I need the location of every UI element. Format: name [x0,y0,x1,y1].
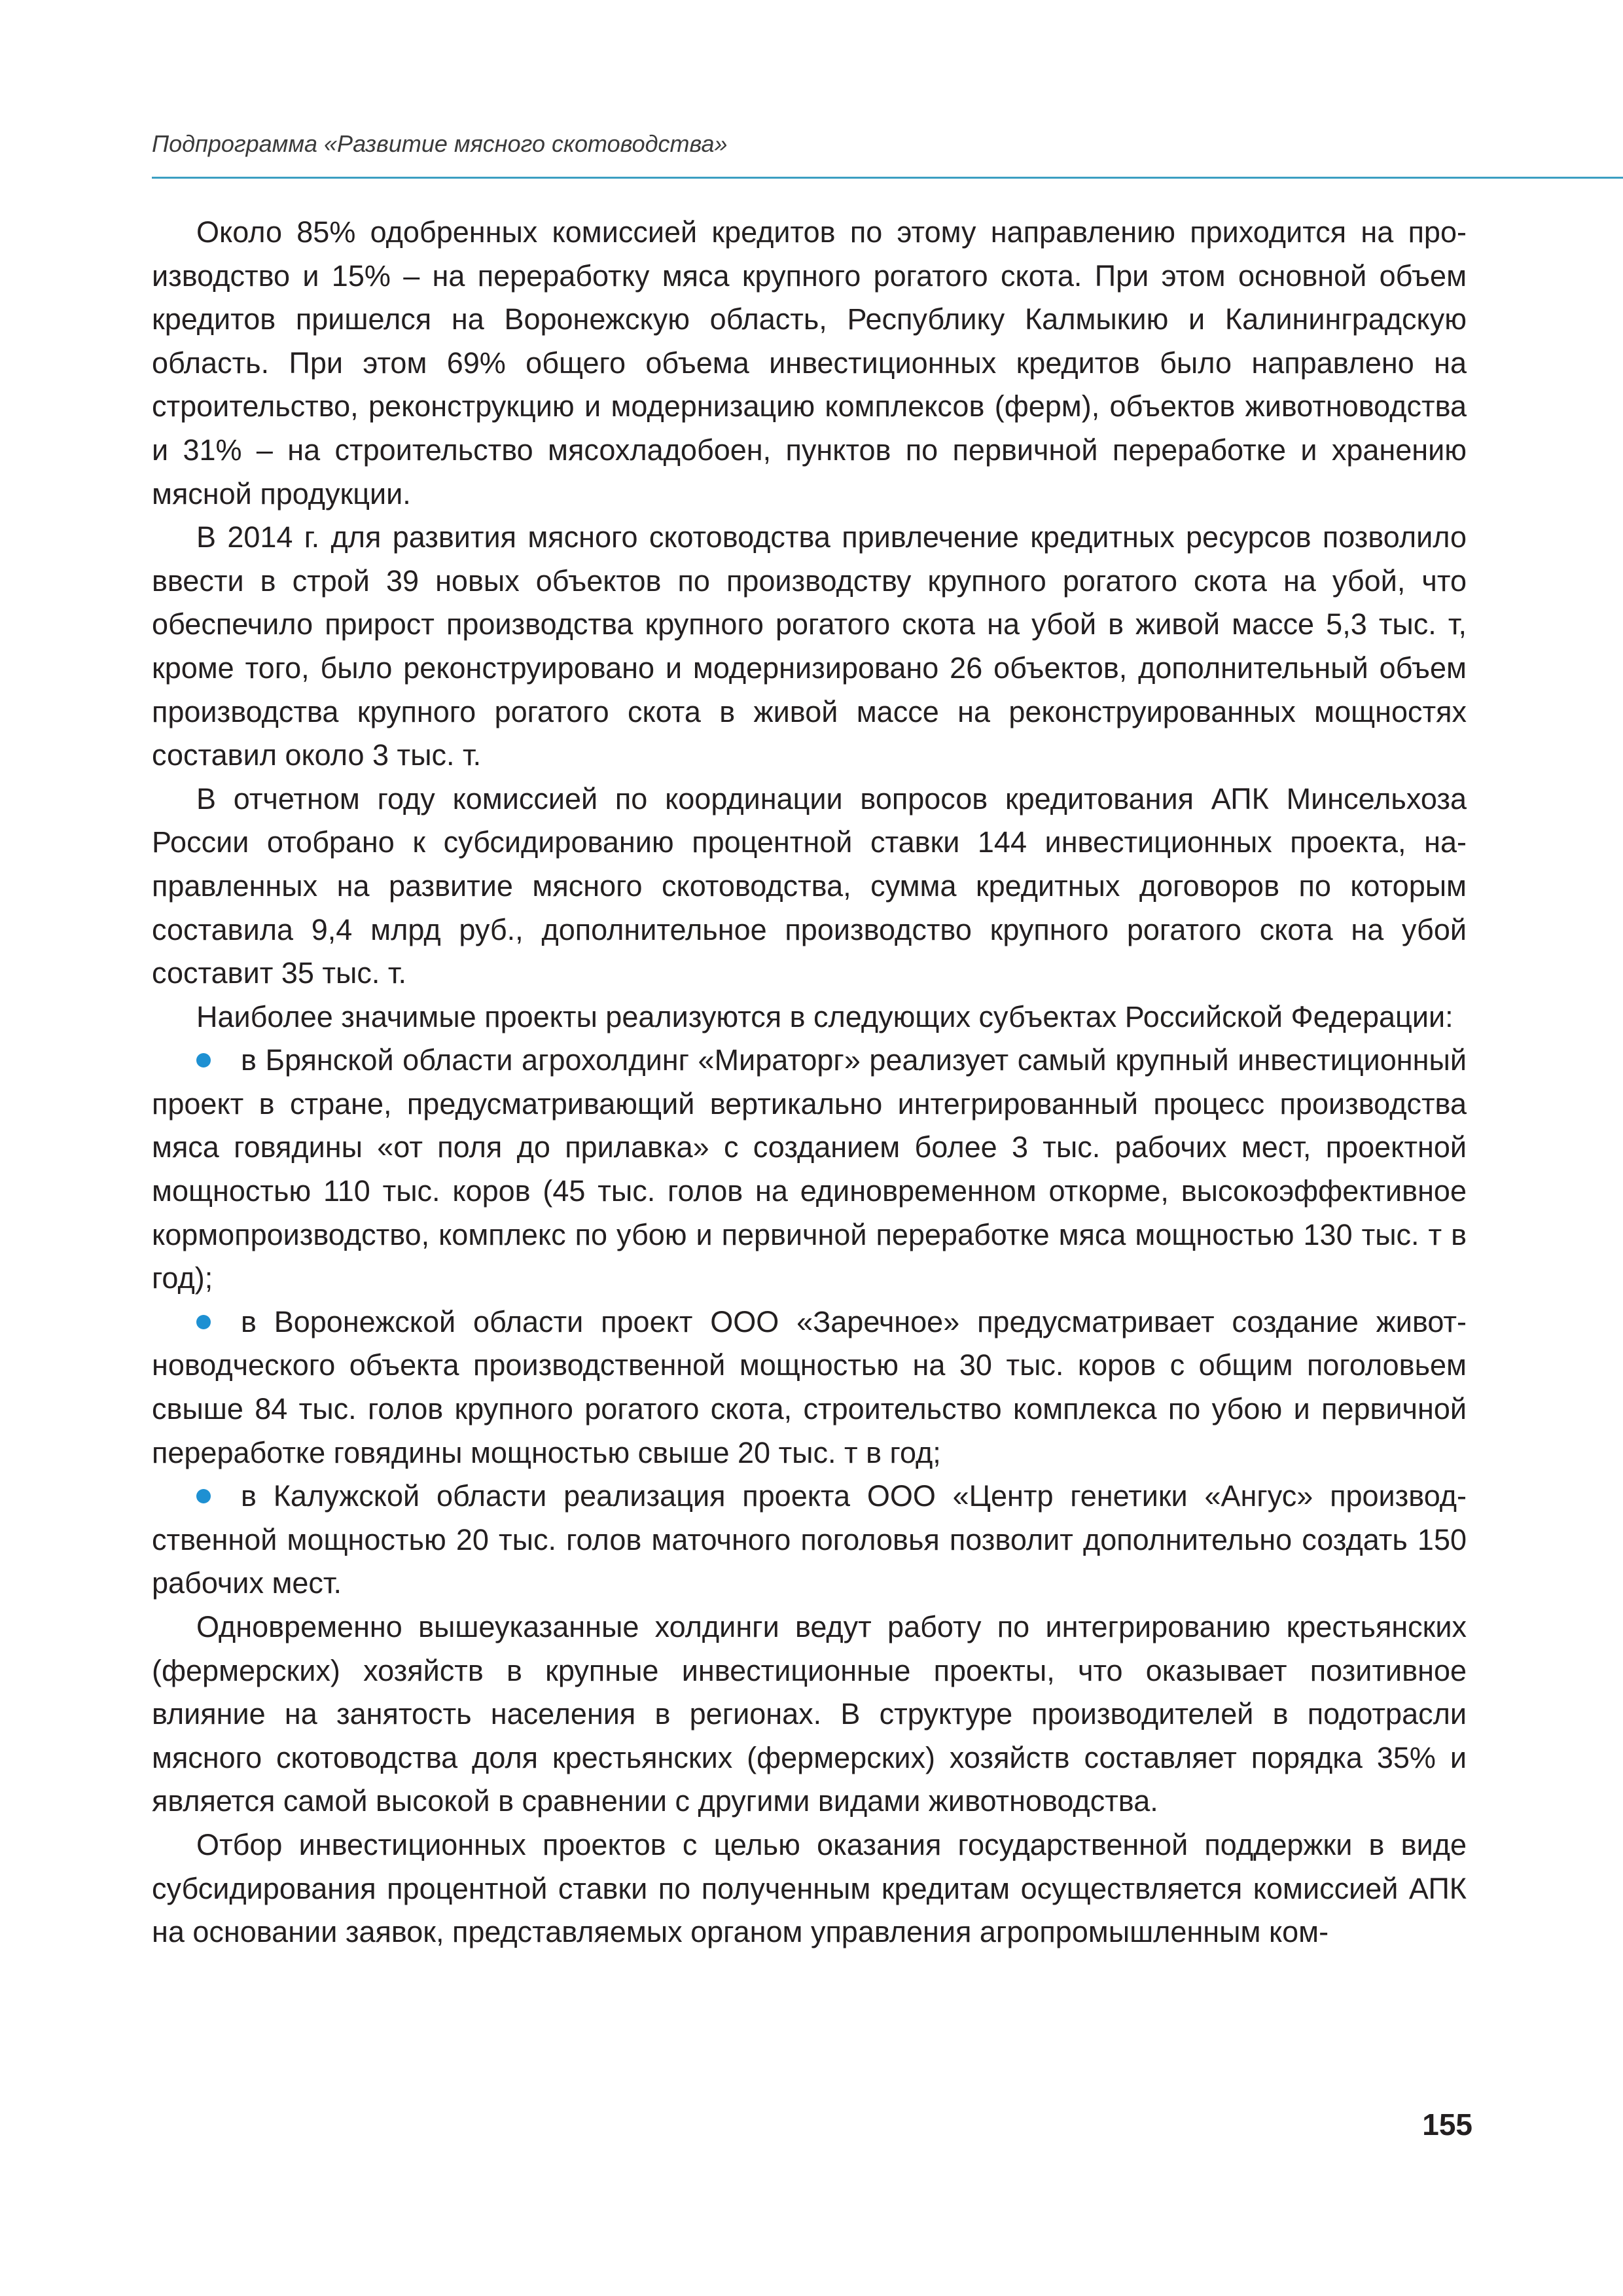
bullet-text: в Калужской области реализация проекта ООО «Центр генетики «Ангус» производственной мощностью 20 тыс. голов маточного поголовья позволит дополнительно создать 150 рабочих мест. [152,1479,1467,1600]
bullet-text: в Брянской области агрохолдинг «Мираторг» реализует самый крупный инвестиционный проект в стране, предусматривающий вертикально интегрированный процесс производства мяса говядины «от поля до прилавка» с созданием более 3 тыс. рабочих мест, проектной мощностью 110 тыс. коров (45 тыс. голов на единовременном откорме, высокоэффективное кормопроизводство, комплекс по убою и первичной переработке мяса мощностью 130 тыс. т в год); [152,1043,1467,1295]
paragraph-farm-integration: Одновременно вышеуказанные холдинги ведут работу по интегрированию крестьянских (фермерских) хозяйств в крупные инвестиционные проекты, что оказывает позитивное влияние на занятость населения в регионах. В структуре производителей в подотрасли мясного скотоводства доля крестьянских (фермерских) хозяйств составляет порядка 35% и является самой высокой в сравнении с другими видами животноводства. [152,1610,1467,1818]
bullet-item-kaluga [152,1475,1467,1605]
paragraph-commission-selection: В отчетном году комиссией по координации вопросов кредитования АПК Минсельхоза России отобрано к субсидированию процентной ставки 144 инвестиционных проекта, направленных на развитие мясного скотоводства, сумма кредитных договоров по которым составила 9,4 млрд руб., дополнительное производство крупного рогатого скота на убой составит 35 тыс. т. [152,781,1467,990]
bullet-item-bryansk [152,1039,1467,1300]
bullet-text: в Воронежской области проект ООО «Заречное» предусматривает создание животноводческого объекта производственной мощностью на 30 тыс. коров с общим поголовьем свыше 84 тыс. голов крупного рогатого скота, строительство комплекса по убою и первичной переработке говядины мощностью свыше 20 тыс. т в год; [152,1304,1467,1469]
bullet-dot-icon [196,1053,211,1067]
paragraph-credits-share: Около 85% одобренных комиссией кредитов по этому направлению приходится на производство и 15% – на переработку мяса крупного рогатого скота. При этом основной объем кредитов пришелся на Воронежскую область, Республику Калмыкию и Калининградскую область. При этом 69% общего объема инвестиционных кредитов было направлено на строительство, реконструкцию и модернизацию комплексов (ферм), объектов животноводства и 31% – на строительство мясохладобоен, пунктов по первичной переработке и хранению мясной продукции. [152,215,1467,511]
paragraph-significant-projects: Наиболее значимые проекты реализуются в следующих субъектах Российской Федерации: [196,999,1454,1033]
bullet-dot-icon [196,1315,211,1329]
body-text [152,211,1467,1954]
bullet-dot-icon [196,1489,211,1503]
paragraph-2014-results: В 2014 г. для развития мясного скотоводства привлечение кредитных ресурсов позволило ввести в строй 39 новых объектов по производству крупного рогатого скота на убой, что обеспечило прирост производства крупного рогатого скота на убой в живой массе 5,3 тыс. т, кроме того, было реконструировано и модернизировано 26 объектов, дополнительный объем производства крупного рогатого скота в живой массе на реконструированных мощностях составил около 3 тыс. т. [152,520,1467,772]
header-rule [152,177,1623,179]
running-header: Подпрограмма «Развитие мясного скотоводства» [152,130,728,157]
paragraph-project-selection: Отбор инвестиционных проектов с целью оказания государственной поддержки в виде субсидирования процентной ставки по полученным кредитам осуществляется комиссией АПК на основании заявок, представляемых органом управления агропромышленным ком- [152,1827,1467,1949]
page-number: 155 [1422,2108,1472,2142]
bullet-item-voronezh [152,1300,1467,1475]
